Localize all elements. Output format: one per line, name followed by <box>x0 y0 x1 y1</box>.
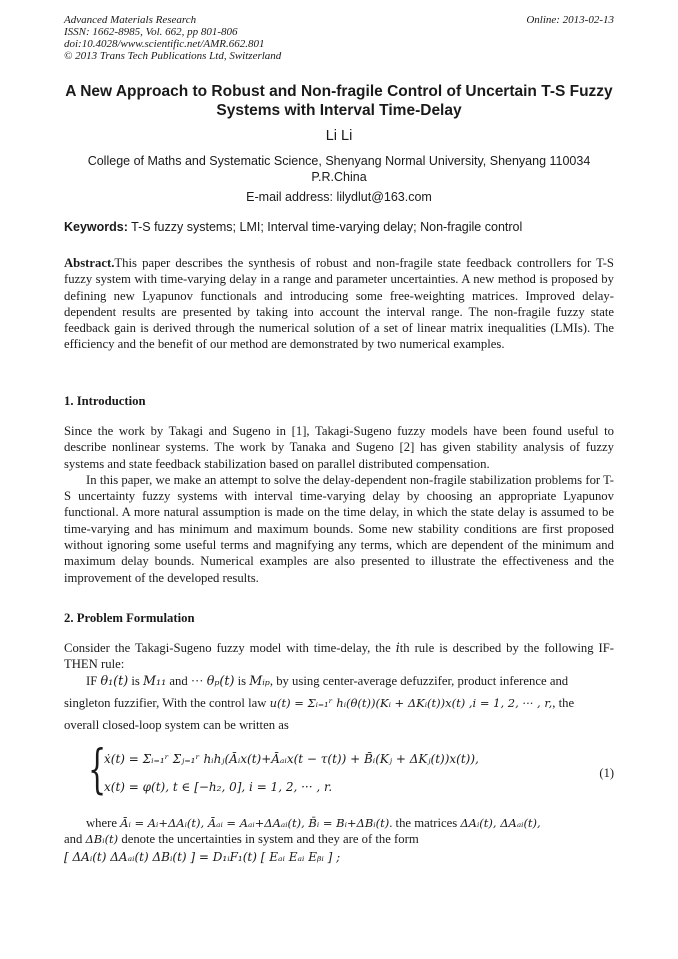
section-heading-problem-formulation: 2. Problem Formulation <box>64 611 195 625</box>
affiliation <box>64 153 614 185</box>
keywords-label: Keywords: <box>64 220 128 234</box>
uncertainty-paragraph <box>64 815 614 848</box>
thetap-math: θₚ(t) <box>206 672 235 688</box>
pf-paragraph-1 <box>64 640 614 673</box>
where-text-d: denote the uncertainties in system and they are of the form <box>118 832 419 847</box>
if-text: IF <box>86 673 101 688</box>
pf-text-2: th rule is described by the following IF-THEN rule: <box>64 641 614 672</box>
equation-1 <box>88 740 614 802</box>
abstract <box>64 255 614 353</box>
is-text-1: is <box>128 673 143 688</box>
closed-loop-intro: overall closed-loop system can be written as <box>64 718 289 733</box>
uncertainty-matrix-equation: [ ΔAᵢ(t) ΔAₐᵢ(t) ΔBᵢ(t) ] = D₁ᵢF₁(t) [ Eₐᵢ Eₐᵢ Eᵦᵢ ] ; <box>64 850 341 864</box>
doi-line: doi:10.4028/www.scientific.net/AMR.662.801 <box>64 38 265 50</box>
affiliation-country: P.R.China <box>311 170 367 184</box>
where-math-3: ΔBᵢ(t) <box>85 832 119 847</box>
section-heading-introduction: 1. Introduction <box>64 394 146 408</box>
control-law-paragraph <box>64 695 614 711</box>
and-text-2: and <box>64 832 86 847</box>
copyright-line: © 2013 Trans Tech Publications Ltd, Switzerland <box>64 50 282 62</box>
paper-title: A New Approach to Robust and Non-fragile Control of Uncertain T-S Fuzzy Systems with Interval Time-Delay <box>65 83 613 119</box>
journal-header <box>64 14 614 62</box>
issn-line: ISSN: 1662-8985, Vol. 662, pp 801-806 <box>64 26 238 38</box>
where-text-b: . the matrices <box>389 816 461 830</box>
author-name: Li Li <box>325 128 353 144</box>
where-math: Āᵢ = Aᵢ+ΔAᵢ(t), Āₐᵢ = Aₐᵢ+ΔAₐᵢ(t), B̄ᵢ = Bᵢ+ΔBᵢ(t) <box>120 816 390 830</box>
is-text-2: is <box>234 673 250 688</box>
journal-name: Advanced Materials Research <box>64 14 197 26</box>
equation-number: (1) <box>599 766 614 780</box>
where-text: where <box>86 816 121 830</box>
where-line <box>64 815 614 831</box>
abstract-label: Abstract. <box>64 256 115 270</box>
if-rest-text: , by using center-average defuzzifer, product inference and <box>269 673 569 688</box>
equation-1-line-2: x(t) = φ(t), t ∈ [−h₂, 0], i = 1, 2, ··· , r. <box>104 780 333 794</box>
and-line <box>64 831 614 847</box>
if-rule-paragraph <box>64 673 614 689</box>
problem-formulation-body <box>64 640 614 733</box>
control-law-equation: u(t) = Σᵢ₌₁ʳ hᵢ(θ(t))(Kᵢ + ΔKᵢ(t))x(t) <box>269 695 466 710</box>
intro-paragraph-2: In this paper, we make an attempt to solve the delay-dependent non-fragile stabilization problems for T-S uncertainty fuzzy systems with interval time-varying delay by choosing an appropriate Lyapunov functional. A more natural assumption is made on the time delay, in which the state delay is assumed to be time-varying and has minimum and maximum bounds. Some new stability conditions are first proposed without ignoring some useful terms and magnifying any terms, which are dependent of the minimum and maximum delay bounds. Numerical examples are also presented to illustrate the effectiveness and the improvement of the developed results. <box>64 472 614 585</box>
ctrl-text-b: , the <box>552 695 575 710</box>
where-math-2: ΔAᵢ(t), ΔAₐᵢ(t), <box>460 816 541 830</box>
equation-1-line-1: ẋ(t) = Σᵢ₌₁ʳ Σⱼ₌₁ʳ hᵢhⱼ(Āᵢx(t)+Āₐᵢx(t − τ(t)) + B̄ᵢ(Kⱼ + ΔKⱼ(t))x(t)), <box>104 752 479 766</box>
left-brace: { <box>88 740 107 800</box>
pf-math-i: i <box>395 640 400 655</box>
online-date: Online: 2013-02-13 <box>526 14 614 26</box>
and-text: and ··· <box>166 673 207 688</box>
email-address: E-mail address: lilydlut@163.com <box>246 190 432 204</box>
ctrl-text: singleton fuzzifier, With the control law <box>64 695 270 710</box>
keywords-text: T-S fuzzy systems; LMI; Interval time-varying delay; Non-fragile control <box>127 220 523 234</box>
Mp-math: Mᵢₚ <box>249 672 270 688</box>
introduction-body <box>64 423 614 586</box>
keywords <box>64 220 614 234</box>
affiliation-line: College of Maths and Systematic Science, Shenyang Normal University, Shenyang 110034 <box>87 154 591 168</box>
abstract-text: This paper describes the synthesis of robust and non-fragile state feedback controllers for T-S fuzzy system with time-varying delay in a range and parameter uncertainties. A new method is proposed by defining new Lyapunov functionals and introducing some free-weighting matrices. Improved delay-dependent results are presented by taking into account the interval range. The non-fragile fuzzy state feedback gain is derived through the numerical solution of a set of linear matrix inequalities (LMIs). The efficiency and the benefit of our method are demonstrated by two numerical examples. <box>64 256 614 352</box>
intro-paragraph-1: Since the work by Takagi and Sugeno in [1], Takagi-Sugeno fuzzy models have been found useful to describe nonlinear systems. The work by Tanaka and Sugeno [2] has given stability analysis of fuzzy systems and state feedback stabilization based on parallel distributed compensation. <box>64 424 614 471</box>
control-law-index: ,i = 1, 2, ··· , r, <box>465 695 553 710</box>
pf-text: Consider the Takagi-Sugeno fuzzy model with time-delay, the <box>64 641 396 655</box>
M1-math: M₁₁ <box>143 672 167 688</box>
theta1-math: θ₁(t) <box>100 672 129 688</box>
